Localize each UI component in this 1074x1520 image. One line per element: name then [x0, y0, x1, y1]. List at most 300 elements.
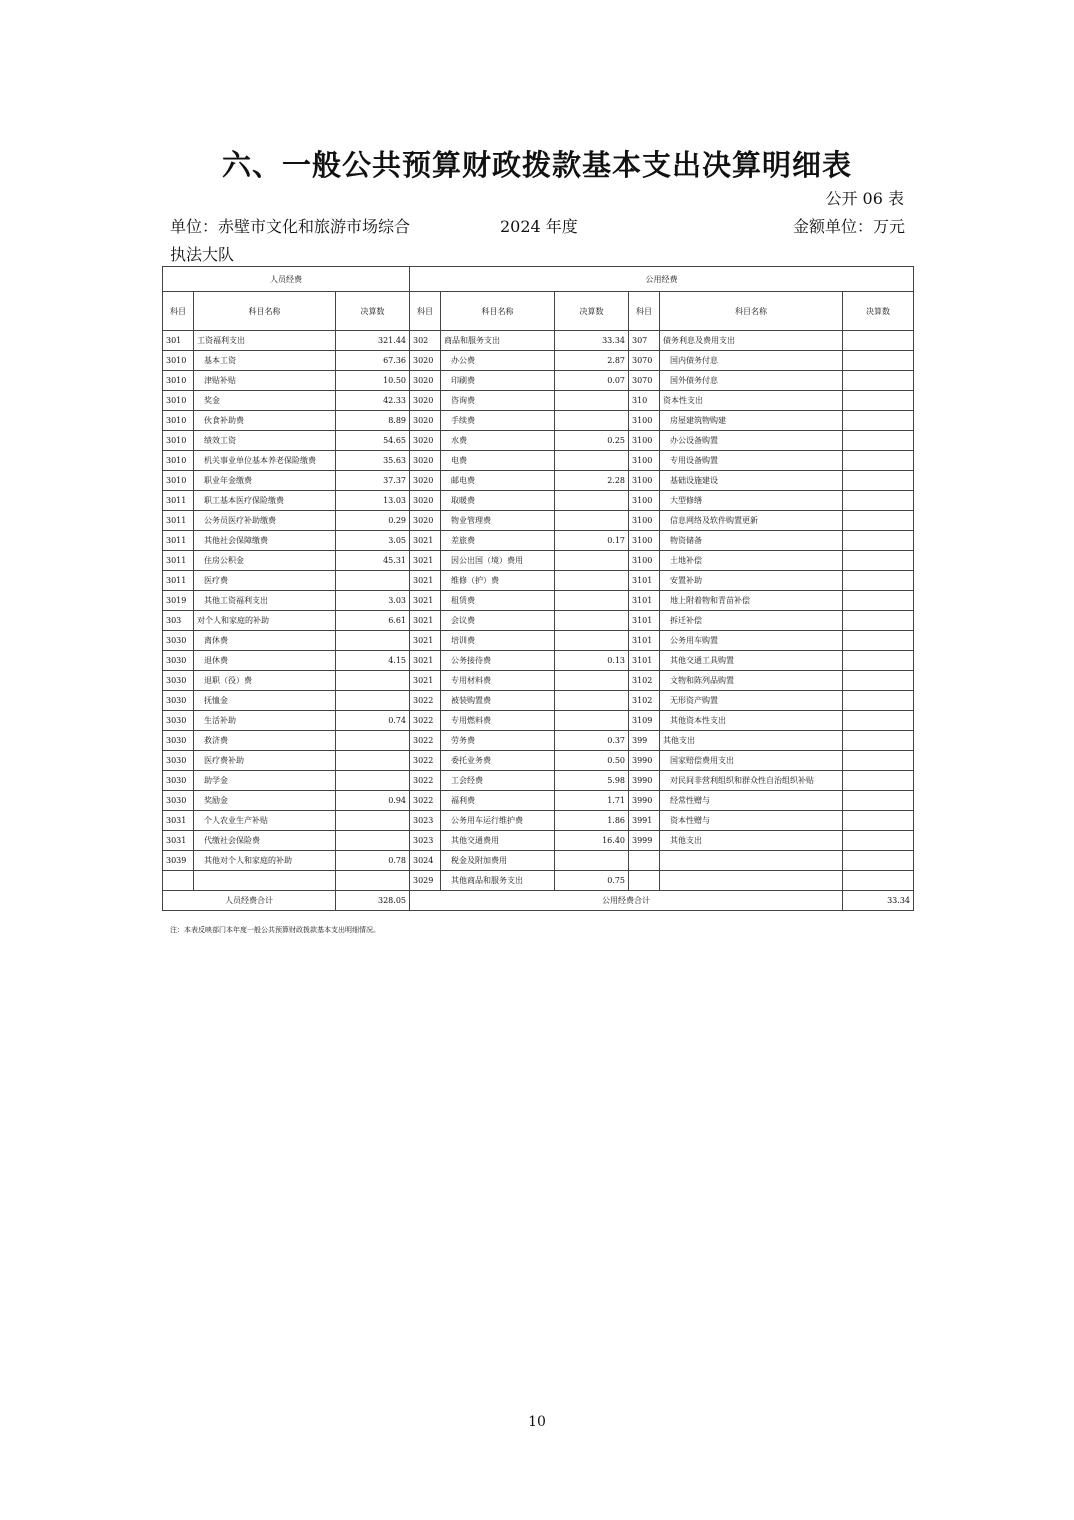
group-public-header: 公用经费 — [410, 267, 914, 292]
code-cell: 3010 — [163, 391, 194, 411]
amount-cell — [336, 671, 410, 691]
name-cell: 劳务费 — [441, 731, 555, 751]
code-cell: 3020 — [410, 391, 441, 411]
amount-cell — [555, 411, 629, 431]
name-cell: 税金及附加费用 — [441, 851, 555, 871]
code-cell: 3100 — [629, 551, 660, 571]
col-amount-header: 决算数 — [336, 292, 410, 331]
name-cell: 公务员医疗补助缴费 — [194, 511, 336, 531]
code-cell: 302 — [410, 331, 441, 351]
amount-cell: 67.36 — [336, 351, 410, 371]
name-cell: 工资福利支出 — [194, 331, 336, 351]
name-cell: 资本性支出 — [660, 391, 843, 411]
amount-cell — [555, 691, 629, 711]
amount-cell: 54.65 — [336, 431, 410, 451]
group-personnel-header: 人员经费 — [163, 267, 410, 292]
table-row — [163, 531, 914, 551]
amount-cell — [843, 411, 914, 431]
name-cell: 无形资产购置 — [660, 691, 843, 711]
name-cell: 咨询费 — [441, 391, 555, 411]
col-code-header: 科目 — [410, 292, 441, 331]
code-cell: 3990 — [629, 771, 660, 791]
name-cell: 工会经费 — [441, 771, 555, 791]
name-cell: 对民间非营利组织和群众性自治组织补贴 — [660, 771, 843, 791]
amount-cell: 0.37 — [555, 731, 629, 751]
col-name-header: 科目名称 — [194, 292, 336, 331]
name-cell: 专用材料费 — [441, 671, 555, 691]
amount-cell — [843, 371, 914, 391]
code-cell: 3030 — [163, 691, 194, 711]
name-cell: 退职（役）费 — [194, 671, 336, 691]
table-row — [163, 451, 914, 471]
amount-cell — [843, 651, 914, 671]
amount-cell — [336, 631, 410, 651]
code-cell: 3021 — [410, 671, 441, 691]
table-row — [163, 571, 914, 591]
name-cell: 医疗费 — [194, 571, 336, 591]
code-cell: 3021 — [410, 551, 441, 571]
amount-cell — [843, 671, 914, 691]
amount-cell: 0.17 — [555, 531, 629, 551]
name-cell: 医疗费补助 — [194, 751, 336, 771]
col-amount-header: 决算数 — [843, 292, 914, 331]
code-cell: 303 — [163, 611, 194, 631]
code-cell: 3990 — [629, 751, 660, 771]
name-cell: 水费 — [441, 431, 555, 451]
code-cell: 3011 — [163, 491, 194, 511]
amount-cell — [843, 811, 914, 831]
name-cell: 其他资本性支出 — [660, 711, 843, 731]
name-cell — [660, 851, 843, 871]
name-cell: 救济费 — [194, 731, 336, 751]
name-cell: 公务接待费 — [441, 651, 555, 671]
amount-cell: 10.50 — [336, 371, 410, 391]
total-public-label: 公用经费合计 — [410, 891, 843, 911]
code-cell: 3030 — [163, 631, 194, 651]
code-cell: 3010 — [163, 451, 194, 471]
code-cell: 3029 — [410, 871, 441, 891]
code-cell: 3022 — [410, 751, 441, 771]
amount-cell: 321.44 — [336, 331, 410, 351]
code-cell: 3021 — [410, 571, 441, 591]
table-row — [163, 711, 914, 731]
code-cell: 3101 — [629, 651, 660, 671]
table-row — [163, 591, 914, 611]
amount-cell: 3.05 — [336, 531, 410, 551]
table-row — [163, 831, 914, 851]
amount-cell — [555, 451, 629, 471]
name-cell: 其他对个人和家庭的补助 — [194, 851, 336, 871]
amount-cell: 37.37 — [336, 471, 410, 491]
name-cell: 绩效工资 — [194, 431, 336, 451]
code-cell: 399 — [629, 731, 660, 751]
code-cell: 3021 — [410, 631, 441, 651]
name-cell: 商品和服务支出 — [441, 331, 555, 351]
name-cell: 退休费 — [194, 651, 336, 671]
name-cell: 机关事业单位基本养老保险缴费 — [194, 451, 336, 471]
amount-cell — [336, 691, 410, 711]
code-cell: 3030 — [163, 771, 194, 791]
amount-cell: 0.29 — [336, 511, 410, 531]
name-cell: 职业年金缴费 — [194, 471, 336, 491]
total-personnel-label: 人员经费合计 — [163, 891, 336, 911]
total-public-value: 33.34 — [843, 891, 914, 911]
name-cell: 其他支出 — [660, 831, 843, 851]
table-row — [163, 651, 914, 671]
amount-cell — [843, 771, 914, 791]
code-cell: 3102 — [629, 671, 660, 691]
name-cell: 被装购置费 — [441, 691, 555, 711]
amount-cell — [843, 591, 914, 611]
table-row — [163, 851, 914, 871]
name-cell: 国家赔偿费用支出 — [660, 751, 843, 771]
code-cell: 3011 — [163, 511, 194, 531]
totals-row — [163, 891, 914, 911]
amount-cell: 8.89 — [336, 411, 410, 431]
code-cell: 3100 — [629, 431, 660, 451]
table-row — [163, 351, 914, 371]
name-cell: 资本性赠与 — [660, 811, 843, 831]
name-cell: 电费 — [441, 451, 555, 471]
name-cell: 其他支出 — [660, 731, 843, 751]
name-cell: 物业管理费 — [441, 511, 555, 531]
amount-cell — [555, 491, 629, 511]
code-cell: 3020 — [410, 511, 441, 531]
amount-cell: 6.61 — [336, 611, 410, 631]
amount-cell — [843, 331, 914, 351]
column-header-row — [163, 292, 914, 331]
name-cell: 津贴补贴 — [194, 371, 336, 391]
name-cell: 代缴社会保险费 — [194, 831, 336, 851]
name-cell: 会议费 — [441, 611, 555, 631]
table-row — [163, 331, 914, 351]
form-code: 公开 06 表 — [825, 189, 904, 208]
name-cell: 其他交通工具购置 — [660, 651, 843, 671]
code-cell: 3030 — [163, 791, 194, 811]
name-cell: 差旅费 — [441, 531, 555, 551]
table-note: 注：本表反映部门本年度一般公共预算财政拨款基本支出明细情况。 — [170, 926, 380, 934]
name-cell: 拆迁补偿 — [660, 611, 843, 631]
amount-cell: 45.31 — [336, 551, 410, 571]
code-cell: 3021 — [410, 531, 441, 551]
code-cell: 3022 — [410, 691, 441, 711]
col-amount-header: 决算数 — [555, 292, 629, 331]
name-cell: 基本工资 — [194, 351, 336, 371]
code-cell: 310 — [629, 391, 660, 411]
name-cell: 办公设备购置 — [660, 431, 843, 451]
group-header-row — [163, 267, 914, 292]
name-cell: 抚恤金 — [194, 691, 336, 711]
code-cell: 3100 — [629, 451, 660, 471]
name-cell: 伙食补助费 — [194, 411, 336, 431]
amount-cell: 0.94 — [336, 791, 410, 811]
name-cell: 福利费 — [441, 791, 555, 811]
table-row — [163, 511, 914, 531]
name-cell: 奖金 — [194, 391, 336, 411]
code-cell: 3010 — [163, 371, 194, 391]
amount-cell — [336, 571, 410, 591]
name-cell: 手续费 — [441, 411, 555, 431]
name-cell: 专用燃料费 — [441, 711, 555, 731]
amount-cell — [843, 571, 914, 591]
col-name-header: 科目名称 — [441, 292, 555, 331]
unit-label-continued: 执法大队 — [170, 245, 235, 264]
name-cell: 住房公积金 — [194, 551, 336, 571]
code-cell: 3022 — [410, 771, 441, 791]
code-cell: 3010 — [163, 431, 194, 451]
amount-cell — [336, 831, 410, 851]
amount-cell: 0.75 — [555, 871, 629, 891]
name-cell: 培训费 — [441, 631, 555, 651]
amount-cell: 0.78 — [336, 851, 410, 871]
table-row — [163, 751, 914, 771]
name-cell: 房屋建筑物购建 — [660, 411, 843, 431]
code-cell: 3021 — [410, 611, 441, 631]
code-cell: 3022 — [410, 791, 441, 811]
table-row — [163, 671, 914, 691]
amount-cell — [843, 631, 914, 651]
amount-cell — [843, 531, 914, 551]
code-cell: 3070 — [629, 351, 660, 371]
amount-cell — [843, 691, 914, 711]
table-row — [163, 691, 914, 711]
code-cell: 3030 — [163, 731, 194, 751]
code-cell: 3019 — [163, 591, 194, 611]
amount-cell — [843, 511, 914, 531]
code-cell: 3999 — [629, 831, 660, 851]
col-code-header: 科目 — [629, 292, 660, 331]
name-cell: 办公费 — [441, 351, 555, 371]
name-cell: 文物和陈列品购置 — [660, 671, 843, 691]
table-row — [163, 551, 914, 571]
code-cell: 3010 — [163, 351, 194, 371]
amount-cell — [336, 731, 410, 751]
code-cell: 3022 — [410, 731, 441, 751]
amount-cell — [555, 631, 629, 651]
amount-cell — [336, 751, 410, 771]
amount-cell — [843, 471, 914, 491]
code-cell: 3023 — [410, 831, 441, 851]
name-cell: 生活补助 — [194, 711, 336, 731]
code-cell — [629, 851, 660, 871]
code-cell: 3101 — [629, 611, 660, 631]
code-cell: 3020 — [410, 491, 441, 511]
code-cell: 3020 — [410, 451, 441, 471]
amount-cell — [843, 791, 914, 811]
name-cell: 大型修缮 — [660, 491, 843, 511]
code-cell: 3102 — [629, 691, 660, 711]
amount-cell — [843, 431, 914, 451]
amount-cell — [555, 551, 629, 571]
page-title: 六、一般公共预算财政拨款基本支出决算明细表 — [221, 148, 852, 182]
amount-cell — [843, 871, 914, 891]
table-row — [163, 471, 914, 491]
total-personnel-value: 328.05 — [336, 891, 410, 911]
amount-cell: 4.15 — [336, 651, 410, 671]
code-cell: 3990 — [629, 791, 660, 811]
name-cell: 物资储备 — [660, 531, 843, 551]
code-cell: 3100 — [629, 491, 660, 511]
col-name-header: 科目名称 — [660, 292, 843, 331]
name-cell: 公务用车购置 — [660, 631, 843, 651]
name-cell: 邮电费 — [441, 471, 555, 491]
code-cell: 3070 — [629, 371, 660, 391]
code-cell: 3011 — [163, 571, 194, 591]
page-number: 10 — [528, 1414, 546, 1430]
table-row — [163, 871, 914, 891]
name-cell: 基础设施建设 — [660, 471, 843, 491]
code-cell: 3100 — [629, 411, 660, 431]
code-cell: 3010 — [163, 411, 194, 431]
code-cell: 3020 — [410, 471, 441, 491]
code-cell: 307 — [629, 331, 660, 351]
code-cell: 3021 — [410, 651, 441, 671]
amount-cell — [555, 391, 629, 411]
amount-cell — [843, 731, 914, 751]
code-cell: 3022 — [410, 711, 441, 731]
table-row — [163, 431, 914, 451]
amount-cell — [843, 611, 914, 631]
name-cell: 对个人和家庭的补助 — [194, 611, 336, 631]
code-cell: 3030 — [163, 671, 194, 691]
amount-cell: 0.74 — [336, 711, 410, 731]
amount-cell: 2.28 — [555, 471, 629, 491]
amount-cell: 3.03 — [336, 591, 410, 611]
code-cell: 3100 — [629, 471, 660, 491]
code-cell: 3100 — [629, 531, 660, 551]
amount-cell — [843, 831, 914, 851]
code-cell: 3023 — [410, 811, 441, 831]
name-cell: 国外债务付息 — [660, 371, 843, 391]
amount-cell — [555, 851, 629, 871]
code-cell: 3010 — [163, 471, 194, 491]
name-cell: 其他社会保障缴费 — [194, 531, 336, 551]
name-cell: 个人农业生产补贴 — [194, 811, 336, 831]
code-cell: 3030 — [163, 711, 194, 731]
name-cell: 奖励金 — [194, 791, 336, 811]
code-cell: 3011 — [163, 551, 194, 571]
code-cell: 3020 — [410, 371, 441, 391]
meta-line — [170, 214, 905, 236]
code-cell: 3101 — [629, 571, 660, 591]
code-cell: 3100 — [629, 511, 660, 531]
code-cell: 301 — [163, 331, 194, 351]
amount-cell: 1.86 — [555, 811, 629, 831]
name-cell — [660, 871, 843, 891]
amount-cell: 0.13 — [555, 651, 629, 671]
amount-cell: 1.71 — [555, 791, 629, 811]
code-cell: 3030 — [163, 651, 194, 671]
amount-cell: 0.25 — [555, 431, 629, 451]
table-body — [163, 331, 914, 891]
name-cell — [194, 871, 336, 891]
amount-cell — [555, 571, 629, 591]
unit-label: 单位：赤壁市文化和旅游市场综合 — [170, 217, 411, 236]
table-row — [163, 611, 914, 631]
code-cell: 3109 — [629, 711, 660, 731]
name-cell: 职工基本医疗保险缴费 — [194, 491, 336, 511]
amount-cell — [555, 671, 629, 691]
amount-cell — [336, 811, 410, 831]
amount-cell: 33.34 — [555, 331, 629, 351]
table-row — [163, 411, 914, 431]
code-cell — [629, 871, 660, 891]
amount-cell — [843, 711, 914, 731]
table-row — [163, 791, 914, 811]
amount-cell — [843, 551, 914, 571]
amount-unit: 金额单位：万元 — [792, 217, 905, 236]
amount-cell: 42.33 — [336, 391, 410, 411]
amount-cell — [843, 391, 914, 411]
amount-cell — [555, 591, 629, 611]
amount-cell — [843, 491, 914, 511]
amount-cell — [843, 851, 914, 871]
name-cell: 因公出国（境）费用 — [441, 551, 555, 571]
name-cell: 委托业务费 — [441, 751, 555, 771]
code-cell: 3101 — [629, 631, 660, 651]
name-cell: 其他商品和服务支出 — [441, 871, 555, 891]
table-row — [163, 731, 914, 751]
table-row — [163, 811, 914, 831]
code-cell: 3031 — [163, 811, 194, 831]
amount-cell — [555, 511, 629, 531]
name-cell: 助学金 — [194, 771, 336, 791]
amount-cell: 2.87 — [555, 351, 629, 371]
name-cell: 经常性赠与 — [660, 791, 843, 811]
expenditure-detail-table — [162, 266, 914, 911]
name-cell: 其他工资福利支出 — [194, 591, 336, 611]
amount-cell: 13.03 — [336, 491, 410, 511]
name-cell: 国内债务付息 — [660, 351, 843, 371]
name-cell: 安置补助 — [660, 571, 843, 591]
code-cell: 3991 — [629, 811, 660, 831]
amount-cell — [843, 351, 914, 371]
name-cell: 地上附着物和青苗补偿 — [660, 591, 843, 611]
code-cell: 3020 — [410, 411, 441, 431]
code-cell: 3011 — [163, 531, 194, 551]
code-cell: 3020 — [410, 351, 441, 371]
amount-cell — [336, 771, 410, 791]
amount-cell — [336, 871, 410, 891]
amount-cell: 5.98 — [555, 771, 629, 791]
amount-cell — [555, 711, 629, 731]
name-cell: 离休费 — [194, 631, 336, 651]
code-cell: 3031 — [163, 831, 194, 851]
name-cell: 维修（护）费 — [441, 571, 555, 591]
code-cell: 3024 — [410, 851, 441, 871]
amount-cell: 0.50 — [555, 751, 629, 771]
name-cell: 印刷费 — [441, 371, 555, 391]
table-row — [163, 631, 914, 651]
table-row — [163, 391, 914, 411]
amount-cell: 35.63 — [336, 451, 410, 471]
name-cell: 土地补偿 — [660, 551, 843, 571]
name-cell: 公务用车运行维护费 — [441, 811, 555, 831]
table-row — [163, 771, 914, 791]
code-cell: 3101 — [629, 591, 660, 611]
amount-cell — [843, 751, 914, 771]
name-cell: 取暖费 — [441, 491, 555, 511]
amount-cell: 0.07 — [555, 371, 629, 391]
code-cell: 3030 — [163, 751, 194, 771]
amount-cell — [555, 611, 629, 631]
name-cell: 专用设备购置 — [660, 451, 843, 471]
name-cell: 其他交通费用 — [441, 831, 555, 851]
table-row — [163, 491, 914, 511]
fiscal-year: 2024 年度 — [500, 217, 578, 236]
code-cell: 3021 — [410, 591, 441, 611]
table-row — [163, 371, 914, 391]
